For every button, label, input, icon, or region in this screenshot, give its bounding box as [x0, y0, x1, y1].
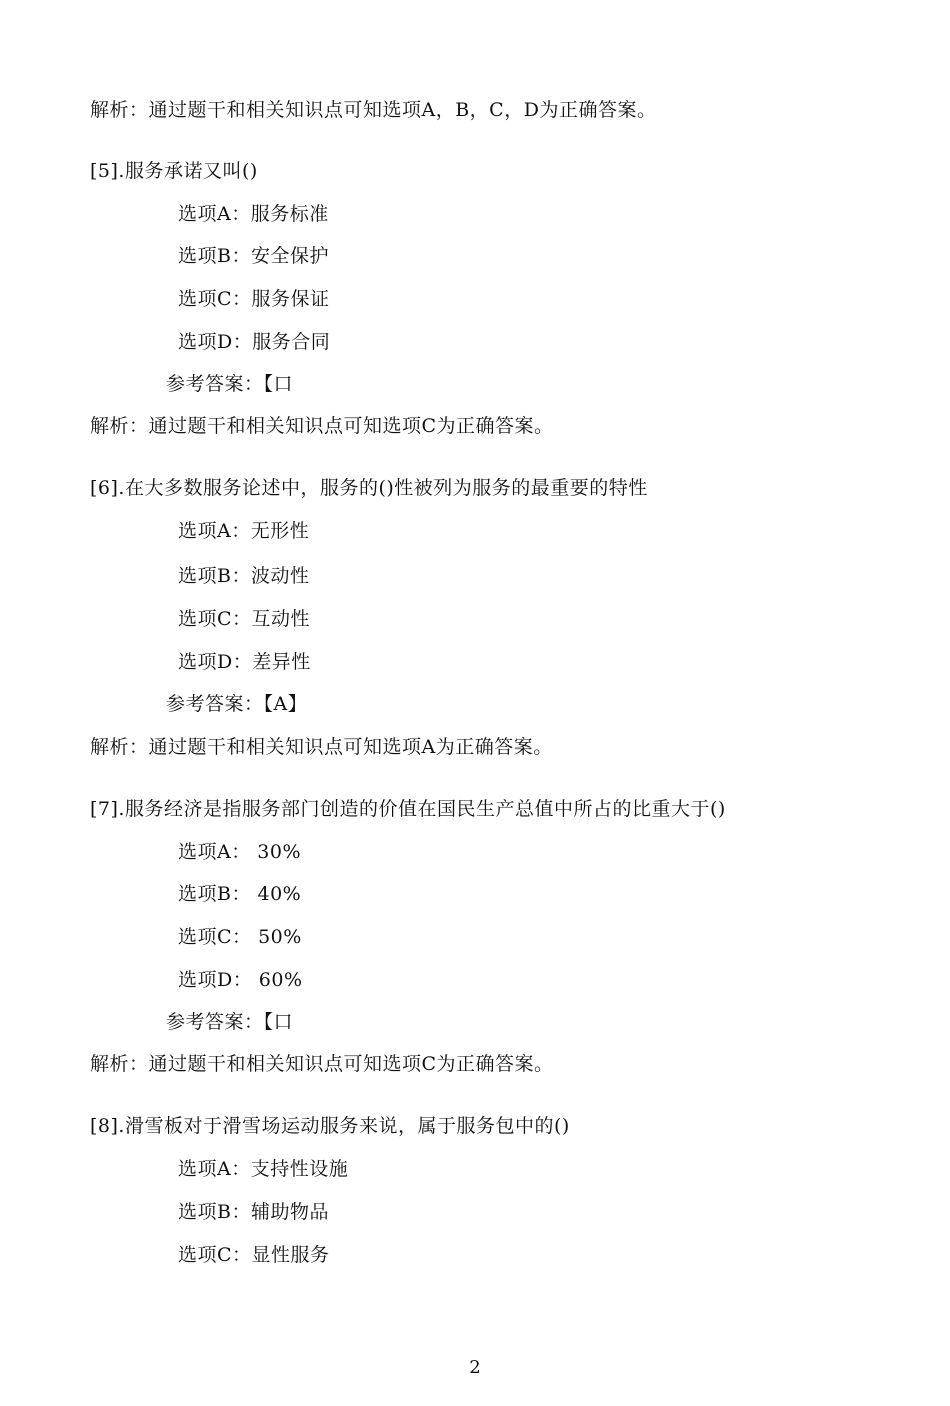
option-c: 选项C：服务保证 — [178, 288, 330, 310]
option-c: 选项C： 50% — [178, 926, 302, 948]
option-b: 选项B：安全保护 — [178, 245, 329, 267]
question-title: [8].滑雪板对于滑雪场运动服务来说，属于服务包中的() — [90, 1115, 570, 1137]
option-c: 选项C：显性服务 — [178, 1244, 330, 1266]
option-b: 选项B：辅助物品 — [178, 1201, 329, 1223]
option-b: 选项B：波动性 — [178, 565, 310, 587]
question-title: [6].在大多数服务论述中，服务的()性被列为服务的最重要的特性 — [90, 477, 648, 499]
option-d: 选项D： 60% — [178, 969, 303, 991]
option-b: 选项B： 40% — [178, 883, 302, 905]
analysis-text: 解析：通过题干和相关知识点可知选项A为正确答案。 — [90, 736, 553, 758]
analysis-text: 解析：通过题干和相关知识点可知选项C为正确答案。 — [90, 1053, 554, 1075]
option-a: 选项A： 30% — [178, 841, 301, 863]
reference-answer: 参考答案：【A】 — [166, 693, 308, 715]
option-c: 选项C：互动性 — [178, 608, 311, 630]
page-number: 2 — [469, 1357, 481, 1378]
question-title: [5].服务承诺又叫() — [90, 160, 258, 182]
reference-answer: 参考答案：【口 — [166, 1011, 294, 1033]
reference-answer: 参考答案：【口 — [166, 373, 294, 395]
option-a: 选项A：无形性 — [178, 520, 310, 542]
analysis-text: 解析：通过题干和相关知识点可知选项C为正确答案。 — [90, 415, 554, 437]
option-a: 选项A：支持性设施 — [178, 1158, 349, 1180]
analysis-text: 解析：通过题干和相关知识点可知选项A，B，C，D为正确答案。 — [90, 99, 657, 121]
option-a: 选项A：服务标准 — [178, 203, 329, 225]
option-d: 选项D：差异性 — [178, 651, 311, 673]
option-d: 选项D：服务合同 — [178, 331, 331, 353]
question-title: [7].服务经济是指服务部门创造的价值在国民生产总值中所占的比重大于() — [90, 798, 726, 820]
